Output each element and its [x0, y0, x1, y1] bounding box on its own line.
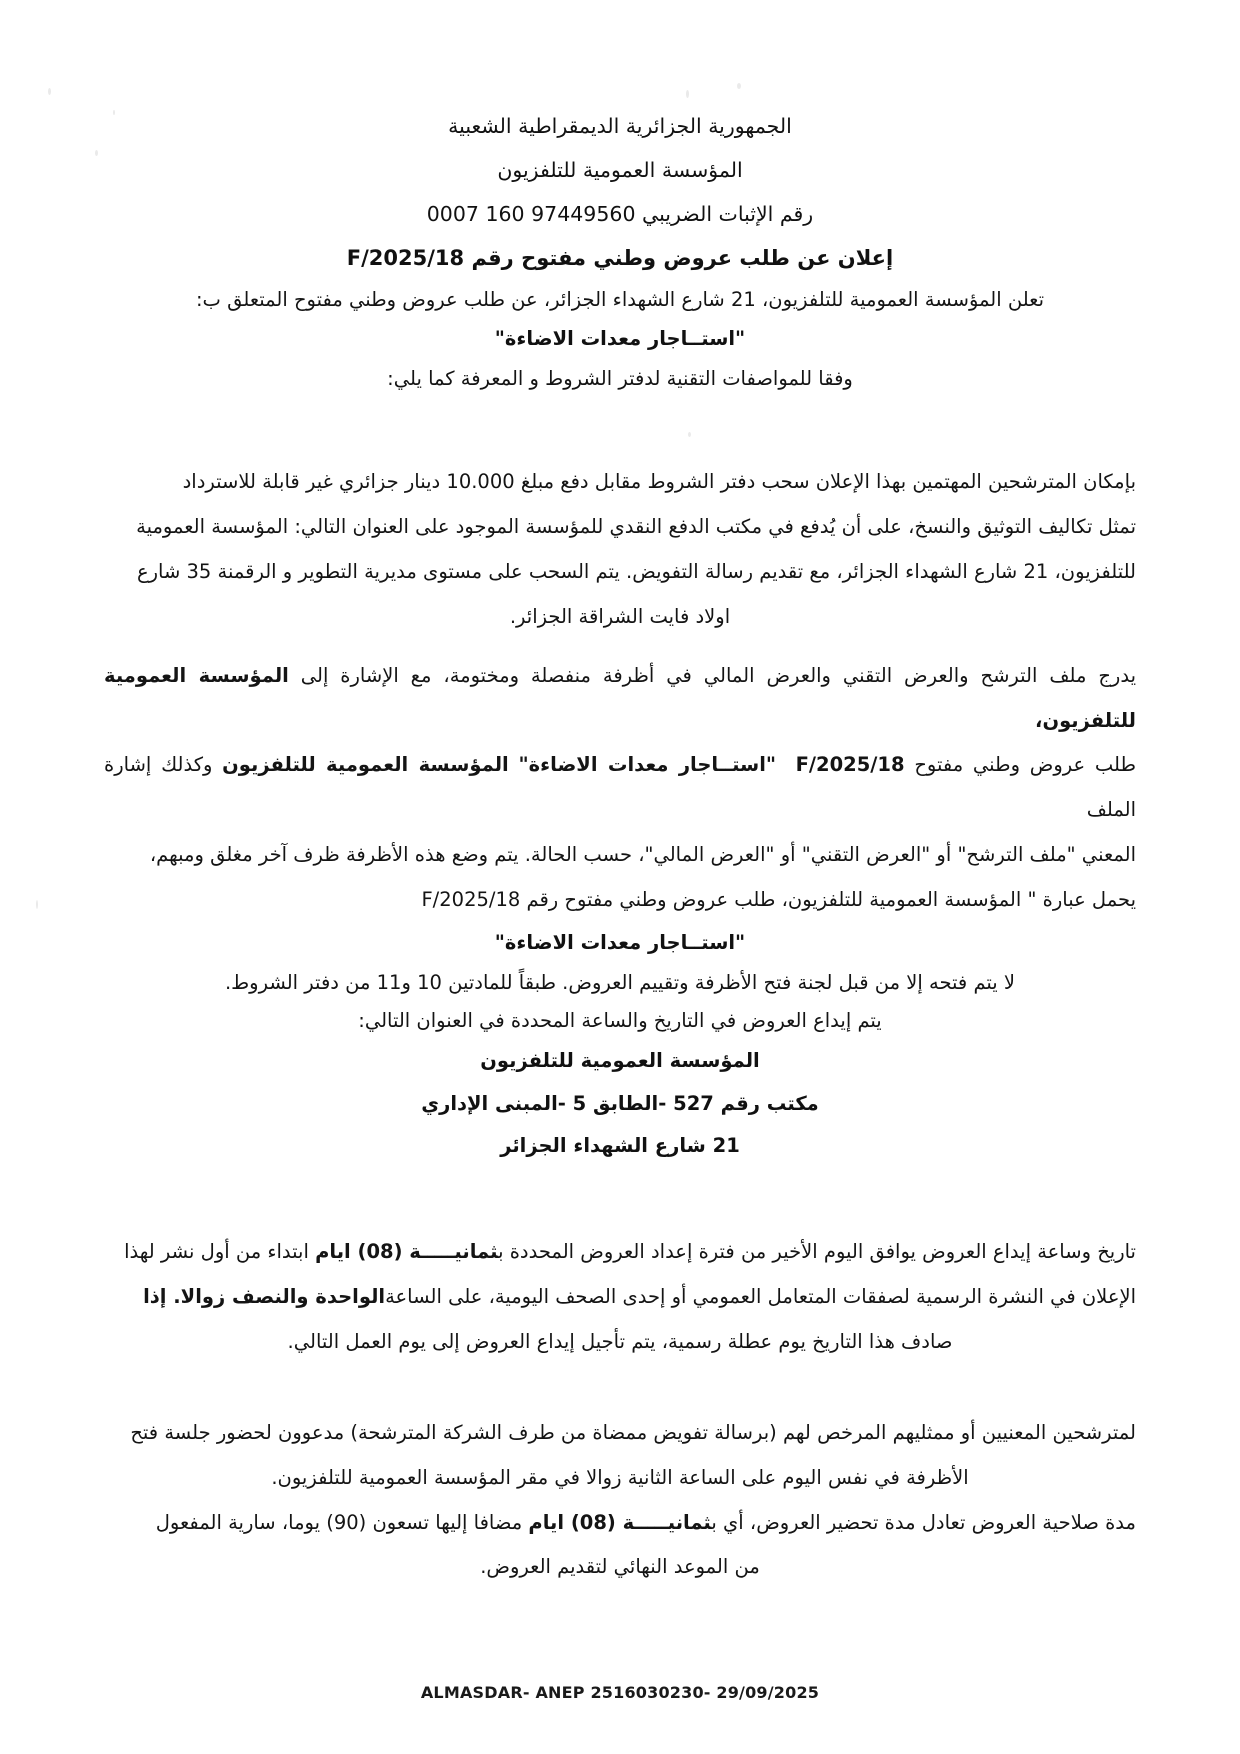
- envelopes-text-1: يدرج ملف الترشح والعرض التقني والعرض المالي في أظرفة منفصلة ومختومة، مع الإشارة إلى: [288, 663, 1137, 687]
- specifications-line: وفقا للمواصفات التقنية لدفتر الشروط و المعرفة كما يلي:: [387, 367, 853, 391]
- purchase-line-2: تمثل تكاليف التوثيق والنسخ، على أن يُدفع في مكتب الدفع النقدي للمؤسسة الموجود على العنوان التالي: المؤسسة العمومية: [136, 515, 1136, 539]
- deadline-text-2a: الإعلان في النشرة الرسمية لصفقات المتعامل العمومي أو إحدى الصحف اليومية، على الساعة: [385, 1285, 1136, 1309]
- deadline-text-1a: تاريخ وساعة إيداع العروض يوافق اليوم الأخير من فترة إعداد العروض المحددة ب: [498, 1240, 1136, 1264]
- envelopes-tail-2: وكذلك إشارة الملف: [104, 753, 1136, 822]
- submission-location-line: يتم إيداع العروض في التاريخ والساعة المحددة في العنوان التالي:: [358, 1008, 882, 1032]
- announce-line: تعلن المؤسسة العمومية للتلفزيون، 21 شارع الشهداء الجزائر، عن طلب عروض وطني مفتوح المتعلق ب:: [195, 288, 1044, 312]
- validity-line-2: من الموعد النهائي لتقديم العروض.: [480, 1555, 760, 1579]
- announcement-title: إعلان عن طلب عروض وطني مفتوح رقم 18/F/2025: [346, 246, 894, 271]
- validity-text-1c: مضافا إليها تسعون (90) يوما، سارية المفعول: [155, 1510, 529, 1534]
- session-line-2: الأظرفة في نفس اليوم على الساعة الثانية زوالا في مقر المؤسسة العمومية للتلفزيون.: [271, 1465, 969, 1489]
- session-line-1: لمترشحين المعنيين أو ممثليهم المرخص لهم (برسالة تفويض ممضاة من طرف الشركة المترشحة) مدعوون لحضور جلسة فتح: [130, 1420, 1136, 1444]
- tender-number-reverse: F/2025/18: [421, 887, 521, 911]
- envelopes-text-4: يحمل عبارة " المؤسسة العمومية للتلفزيون، طلب عروض وطني مفتوح رقم: [520, 887, 1136, 911]
- validity-line-1: [104, 1501, 1136, 1546]
- subject-quoted-inline-1: "استــاجار معدات الاضاءة": [518, 753, 777, 777]
- tender-number-inline: 18/F/2025: [795, 753, 905, 777]
- spacer: [104, 398, 1136, 460]
- envelopes-line-3: المعني "ملف الترشح" أو "العرض التقني" أو "العرض المالي"، حسب الحالة. يتم وضع هذه الأظرفة ظرف آخر مغلق ومبهم،: [149, 843, 1136, 867]
- address-street: 21 شارع الشهداء الجزائر: [500, 1134, 740, 1158]
- spacer: [104, 1365, 1136, 1411]
- subject-quoted: "استــاجار معدات الاضاءة": [494, 327, 746, 351]
- purchase-line-3: للتلفزيون، 21 شارع الشهداء الجزائر، مع تقديم رسالة التفويض. يتم السحب على مستوى مديرية التطوير و الرقمنة 35 شارع: [136, 559, 1136, 583]
- scan-speckle: [95, 150, 98, 156]
- envelopes-line-1: [104, 654, 1136, 744]
- envelopes-org-bold-1: المؤسسة العمومية للتلفزيون،: [104, 663, 1136, 732]
- document-body: [104, 104, 1136, 1590]
- subject-quoted-2: "استــاجار معدات الاضاءة": [494, 930, 746, 954]
- scan-speckle: [737, 83, 741, 89]
- deadline-line-1: [104, 1230, 1136, 1275]
- address-organization: المؤسسة العمومية للتلفزيون: [480, 1048, 760, 1072]
- deadline-text-2c: إذا: [143, 1285, 174, 1309]
- scan-speckle: [36, 900, 38, 909]
- deadline-period-bold-1: ثمانيـــــة (08) ايام: [315, 1240, 499, 1264]
- spacer: [104, 1168, 1136, 1230]
- purchase-line-1: بإمكان المترشحين المهتمين بهذا الإعلان سحب دفتر الشروط مقابل دفع مبلغ 10.000 دينار جزائري غير قابلة للاسترداد: [182, 470, 1136, 494]
- envelopes-line-2: [104, 743, 1136, 833]
- spacer: [104, 640, 1136, 654]
- scan-speckle: [686, 90, 689, 98]
- purchase-line-4: اولاد فايت الشراقة الجزائر.: [509, 604, 731, 628]
- deadline-line-3: صادف هذا التاريخ يوم عطلة رسمية، يتم تأجيل إيداع العروض إلى يوم العمل التالي.: [287, 1330, 953, 1354]
- scan-speckle: [48, 88, 51, 95]
- deadline-text-1c: ابتداء من أول نشر لهذا: [124, 1240, 316, 1264]
- deadline-time-bold: الواحدة والنصف زوالا.: [173, 1285, 386, 1309]
- validity-text-1a: مدة صلاحية العروض تعادل مدة تحضير العروض، أي ب: [711, 1510, 1136, 1534]
- envelopes-line-4: [104, 878, 1136, 923]
- address-office: مكتب رقم 527 -الطابق 5 -المبنى الإداري: [421, 1091, 819, 1115]
- envelopes-org-bold-2: المؤسسة العمومية للتلفزيون: [222, 753, 509, 777]
- validity-period-bold: ثمانيـــــة (08) ايام: [528, 1510, 712, 1534]
- tax-id-line: رقم الإثبات الضريبي 97449560 160 0007: [426, 202, 814, 227]
- opening-committee-line: لا يتم فتحه إلا من قبل لجنة فتح الأظرفة وتقييم العروض. طبقاً للمادتين 10 و11 من دفتر الشروط.: [224, 970, 1016, 994]
- organization-name: المؤسسة العمومية للتلفزيون: [497, 158, 743, 183]
- page-footer: ALMASDAR- ANEP 2516030230- 29/09/2025: [420, 1683, 820, 1702]
- envelopes-text-2: طلب عروض وطني مفتوح: [904, 753, 1137, 777]
- deadline-line-2: [104, 1275, 1136, 1320]
- country-line: الجمهورية الجزائرية الديمقراطية الشعبية: [448, 114, 792, 138]
